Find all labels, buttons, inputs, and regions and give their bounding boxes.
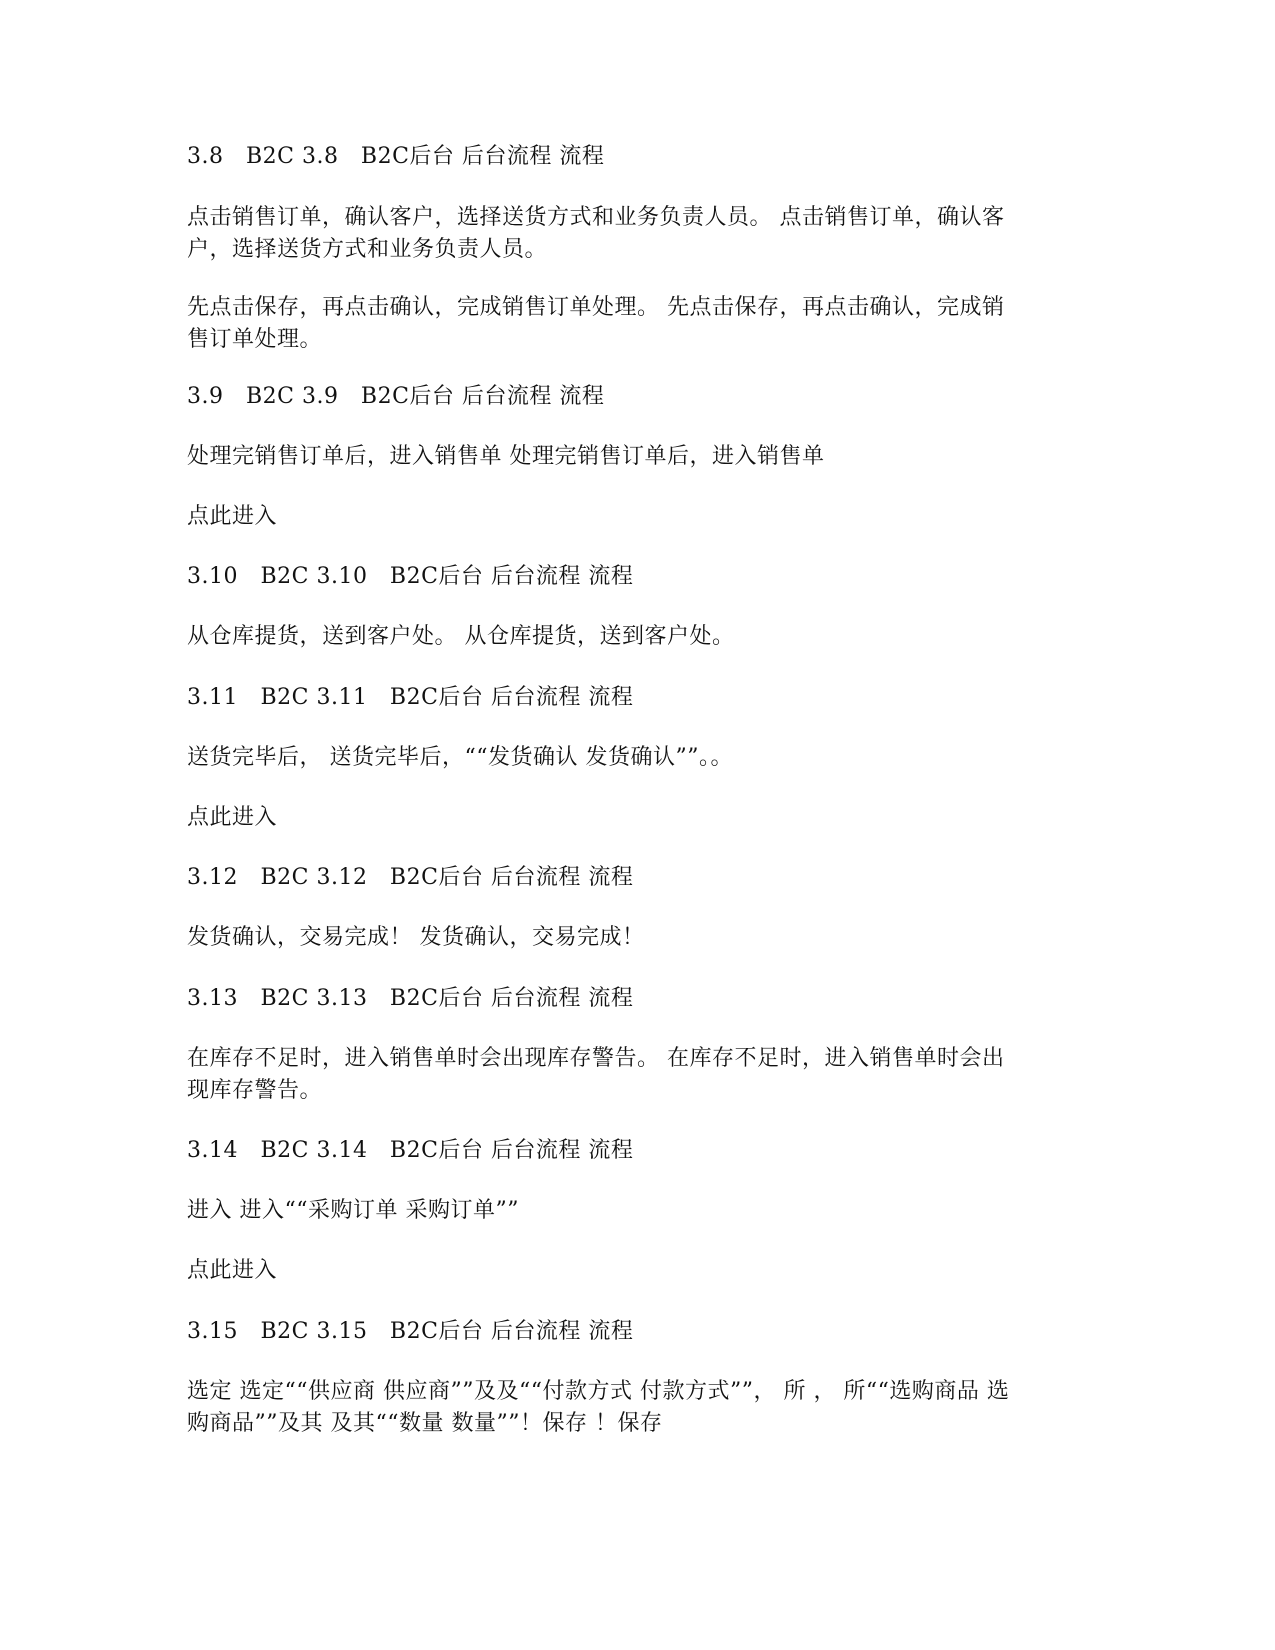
section-heading-3-15: 3.15 B2C 3.15 B2C后台 后台流程 流程 xyxy=(187,1319,634,1344)
section-heading-3-9: 3.9 B2C 3.9 B2C后台 后台流程 流程 xyxy=(187,384,605,409)
section-heading-3-10: 3.10 B2C 3.10 B2C后台 后台流程 流程 xyxy=(187,564,634,589)
enter-link-1[interactable]: 点此进入 xyxy=(187,504,278,529)
section-heading-3-12: 3.12 B2C 3.12 B2C后台 后台流程 流程 xyxy=(187,865,634,890)
section-heading-3-8: 3.8 B2C 3.8 B2C后台 后台流程 流程 xyxy=(187,144,605,169)
paragraph-line: 进入 进入““采购订单 采购订单”” xyxy=(187,1198,519,1223)
paragraph-line: 售订单处理。 xyxy=(187,327,323,352)
paragraph-line: 户，选择送货方式和业务负责人员。 xyxy=(187,237,548,262)
section-heading-3-11: 3.11 B2C 3.11 B2C后台 后台流程 流程 xyxy=(187,685,634,710)
paragraph-line: 送货完毕后， 送货完毕后，““发货确认 发货确认””。。 xyxy=(187,745,733,770)
paragraph-line: 从仓库提货，送到客户处。 从仓库提货，送到客户处。 xyxy=(187,624,735,649)
enter-link-3[interactable]: 点此进入 xyxy=(187,1258,278,1283)
section-heading-3-13: 3.13 B2C 3.13 B2C后台 后台流程 流程 xyxy=(187,986,634,1011)
paragraph-line: 先点击保存，再点击确认，完成销售订单处理。 先点击保存，再点击确认，完成销 xyxy=(187,295,1005,320)
section-heading-3-14: 3.14 B2C 3.14 B2C后台 后台流程 流程 xyxy=(187,1138,634,1163)
paragraph-line: 点击销售订单，确认客户，选择送货方式和业务负责人员。 点击销售订单，确认客 xyxy=(187,205,1005,230)
paragraph-line: 处理完销售订单后，进入销售单 处理完销售订单后，进入销售单 xyxy=(187,444,825,469)
paragraph-line: 购商品””及其 及其““数量 数量””！保存 ！保存 xyxy=(187,1411,663,1436)
paragraph-line: 选定 选定““供应商 供应商””及及““付款方式 付款方式””， 所 ， 所““选购商品 选 xyxy=(187,1379,1010,1404)
paragraph-line: 现库存警告。 xyxy=(187,1078,323,1103)
paragraph-line: 发货确认，交易完成！ 发货确认，交易完成！ xyxy=(187,925,645,950)
paragraph-line: 在库存不足时，进入销售单时会出现库存警告。 在库存不足时，进入销售单时会出 xyxy=(187,1046,1005,1071)
enter-link-2[interactable]: 点此进入 xyxy=(187,805,278,830)
